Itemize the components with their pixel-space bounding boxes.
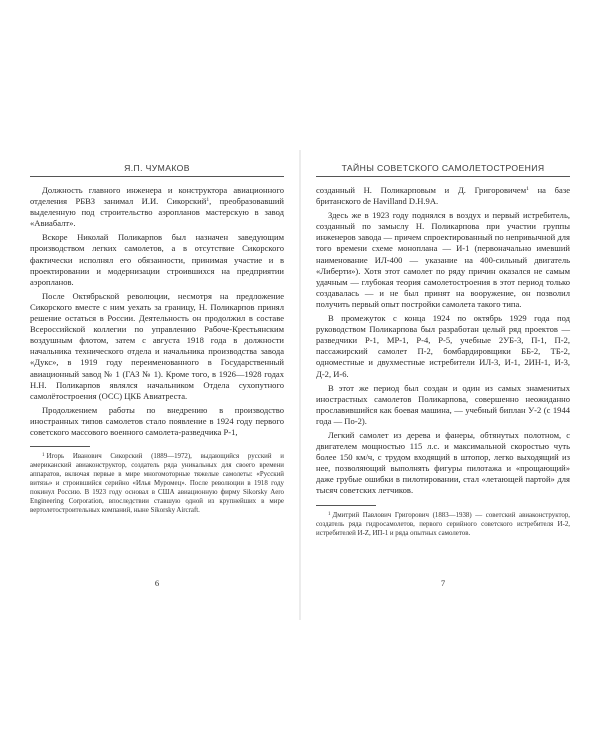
right-paragraph-1: Здесь же в 1923 году поднялся в воздух и первый истребитель, созданный по замыслу Н. Поликарпова при участии группы инженеров завода — причем спроектированный по непривычной для того времени схеме моноплана — И-1 (первоначально имевший наименование ИЛ-400 — указание на 400-сильный двигатель «Либерти»). Хотя этот самолет по ряду причин оказался не самым удачным — глубокая теория самолетостроения в этот период только создавалась — и не был принят на вооружение, он позволил получить первый опыт постройки самолета такого типа. — [316, 210, 570, 309]
left-paragraph-4: Продолжением работы по внедрению в производство иностранных типов самолетов стало появление в 1924 году первого советского массового военного самолета-разведчика Р-1, — [30, 404, 284, 437]
left-footnote-number: 1 — [42, 453, 45, 459]
right-footnote-number: 1 — [328, 511, 331, 517]
left-footnote-rule — [30, 446, 90, 447]
left-body-text — [30, 185, 284, 438]
right-body-text — [316, 185, 570, 497]
left-footnote — [30, 451, 284, 515]
left-paragraph-1 — [30, 185, 284, 229]
right-footnote-rule — [316, 505, 376, 506]
left-paragraph-1-tail: , преобразовавший выделенную под строительство аэропланов мастерскую в завод «Авиабалт». — [30, 196, 284, 229]
book-gutter — [299, 150, 301, 620]
footnote-ref: 1 — [206, 197, 210, 204]
left-paragraph-1-text: Должность главного инженера и конструктора авиационного отделения РБВЗ занимал И.И. Сикорский — [30, 185, 284, 207]
left-paragraph-3: После Октябрьской революции, несмотря на предложение Сикорского вместе с ним уехать за границу, Н. Поликарпов принял решение остаться в России. Деятельность он продолжил в составе Всероссийской коллегии по управлению Рабоче-Крестьянским воздушным флотом, затем с августа 1918 года в должности начальника технического отдела и начальника производства завода «Дукс», в 1919 году переименованного в Государственный авиационный завод № 1 (ГАЗ № 1). Кроме того, в 1926—1928 годах Н.Н. Поликарпов являлся начальником Отдела сухопутного самолётостроения (ОСС) ЦКБ Авиатреста. — [30, 290, 284, 401]
left-page-number: 6 — [154, 578, 160, 588]
right-footnote — [316, 510, 570, 538]
left-running-head: Я.П. ЧУМАКОВ — [30, 163, 284, 177]
right-page — [316, 163, 570, 538]
right-paragraph-3: В этот же период был создан и один из самых знаменитых инострастных самолетов Поликарпова, совершенно неожиданно прославившийся как боевая машина, — учебный биплан У-2 (с 1944 года — По-2). — [316, 382, 570, 426]
right-running-head: ТАЙНЫ СОВЕТСКОГО САМОЛЕТОСТРОЕНИЯ — [316, 163, 570, 177]
left-footnote-text: Игорь Иванович Сикорский (1889—1972), выдающийся русский и американский авиаконструктор, создатель ряда уникальных для своего времени аппаратов, включая первые в мире многомоторные тяжелые самолеты: «Русский витязь» и строившийся серийно «Илья Муромец». После революции в 1918 году покинул Россию. В 1923 году основал в США авиационную фирму Sikorsky Aero Engineering Corporation, впоследствии ставшую одной из крупнейших в мире вертолетостроительных компаний, ныне Sikorsky Aircraft. — [30, 453, 284, 515]
right-paragraph-0-tail: на базе британского de Havilland D.H.9A. — [316, 185, 570, 207]
right-paragraph-continued — [316, 185, 570, 207]
right-page-number: 7 — [440, 578, 446, 588]
right-paragraph-0-head: созданный Н. Поликарповым и Д. Григоровичем — [316, 185, 527, 195]
right-paragraph-2: В промежуток с конца 1924 по октябрь 1929 года под руководством Поликарпова был разработан целый ряд проектов — разведчики Р-1, МР-1, Р-4, Р-5, учебные 2УБ-3, П-1, П-2, пассажирский самолет П-2, бомбардировщики ББ-2, ТБ-2, одноместные и двухместные истребители ИЛ-3, И-1, 2ИН-1, И-3, Д-2, И-6. — [316, 313, 570, 379]
left-paragraph-2: Вскоре Николай Поликарпов был назначен заведующим производством легких самолетов, а в отсутствие Сикорского фактически исполнял его обязанности, принимая участие и в проектировании и модернизации строившихся на предприятии аэропланов. — [30, 232, 284, 287]
right-paragraph-4: Легкий самолет из дерева и фанеры, обтянутых полотном, с двигателем мощностью 115 л.с. и максимальной скоростью чуть более 150 км/ч, с трудом входящий в штопор, легко выходящий из нее, позволяющий выполнять фигуры пилотажа и «прощающий» даже грубые ошибки в пилотировании, стал «летающей партой» для тысяч советских летчиков. — [316, 429, 570, 496]
left-page — [30, 163, 284, 515]
footnote-ref: 1 — [526, 186, 529, 192]
right-footnote-text: Дмитрий Павлович Григорович (1883—1938) — советский авиаконструктор, создатель ряда гидросамолетов, первого серийного советского истребителя И-2, истребителей И-Z, ИП-1 и ряда опытных самолетов. — [316, 511, 570, 537]
